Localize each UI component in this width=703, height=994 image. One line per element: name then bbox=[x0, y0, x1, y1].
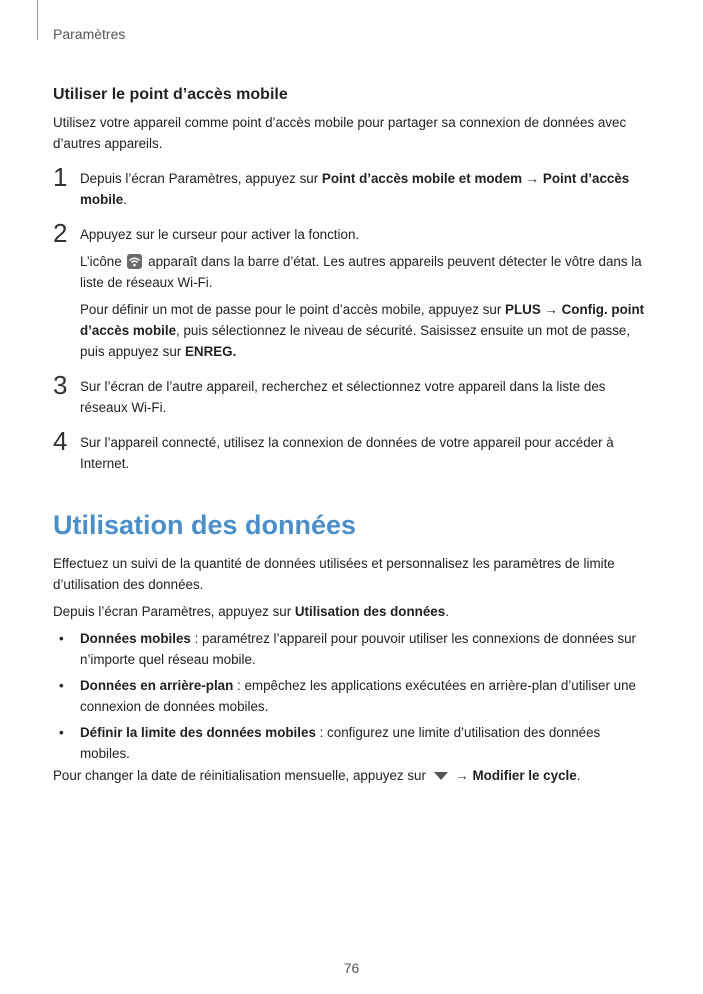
list-item: • Définir la limite des données mobiles : configurez une limite d’utilisation des données mobiles. bbox=[59, 725, 601, 761]
page-number: 76 bbox=[343, 960, 360, 976]
step-number: 1 bbox=[53, 162, 68, 192]
step-number: 4 bbox=[53, 426, 68, 456]
step-text: Sur l’écran de l’autre appareil, recherchez et sélectionnez votre appareil dans la liste des réseaux Wi-Fi. bbox=[80, 379, 606, 415]
step-3 bbox=[53, 370, 653, 418]
list-item: • Données mobiles : paramétrez l’appareil pour pouvoir utiliser les connexions de données sur n’importe quel réseau mobile. bbox=[59, 631, 636, 667]
step-text: L’icône apparaît dans la barre d’état. Les autres appareils peuvent détecter le vôtre dans la liste de réseaux Wi-Fi. bbox=[80, 254, 642, 290]
hotspot-intro: Utilisez votre appareil comme point d’accès mobile pour partager sa connexion de données avec d’autres appareils. bbox=[53, 115, 627, 151]
header-rule bbox=[37, 0, 38, 40]
hotspot-title: Utiliser le point d’accès mobile bbox=[53, 86, 288, 103]
step-4 bbox=[53, 426, 653, 474]
step-1 bbox=[53, 162, 653, 210]
step-number: 2 bbox=[53, 218, 68, 248]
step-text: Pour définir un mot de passe pour le point d’accès mobile, appuyez sur PLUS → Config. point d’accès mobile, puis sélectionnez le niveau de sécurité. Saisissez ensuite un mot de passe, puis appuyez sur ENREG. bbox=[80, 302, 645, 359]
page-content bbox=[53, 86, 653, 792]
step-text: Depuis l’écran Paramètres, appuyez sur Point d’accès mobile et modem → Point d’accès mobile. bbox=[80, 171, 630, 207]
step-number: 3 bbox=[53, 370, 68, 400]
reset-instruction: Pour changer la date de réinitialisation mensuelle, appuyez sur → Modifier le cycle. bbox=[53, 768, 581, 783]
hotspot-wifi-icon bbox=[127, 254, 142, 269]
step-2 bbox=[53, 218, 653, 362]
dropdown-triangle-icon bbox=[434, 772, 448, 780]
step-text: Appuyez sur le curseur pour activer la fonction. bbox=[80, 227, 360, 242]
section-title: Utilisation des données bbox=[53, 510, 357, 540]
data-usage-intro: Effectuez un suivi de la quantité de données utilisées et personnalisez les paramètres de limite d’utilisation des données. bbox=[53, 556, 615, 592]
list-item: • Données en arrière-plan : empêchez les applications exécutées en arrière-plan d’utiliser une connexion de données mobiles. bbox=[59, 678, 636, 714]
data-usage-path: Depuis l’écran Paramètres, appuyez sur Utilisation des données. bbox=[53, 604, 449, 619]
data-usage-options bbox=[53, 628, 653, 764]
step-text: Sur l’appareil connecté, utilisez la connexion de données de votre appareil pour accéder à Internet. bbox=[80, 435, 614, 471]
page-header: Paramètres bbox=[53, 26, 126, 42]
